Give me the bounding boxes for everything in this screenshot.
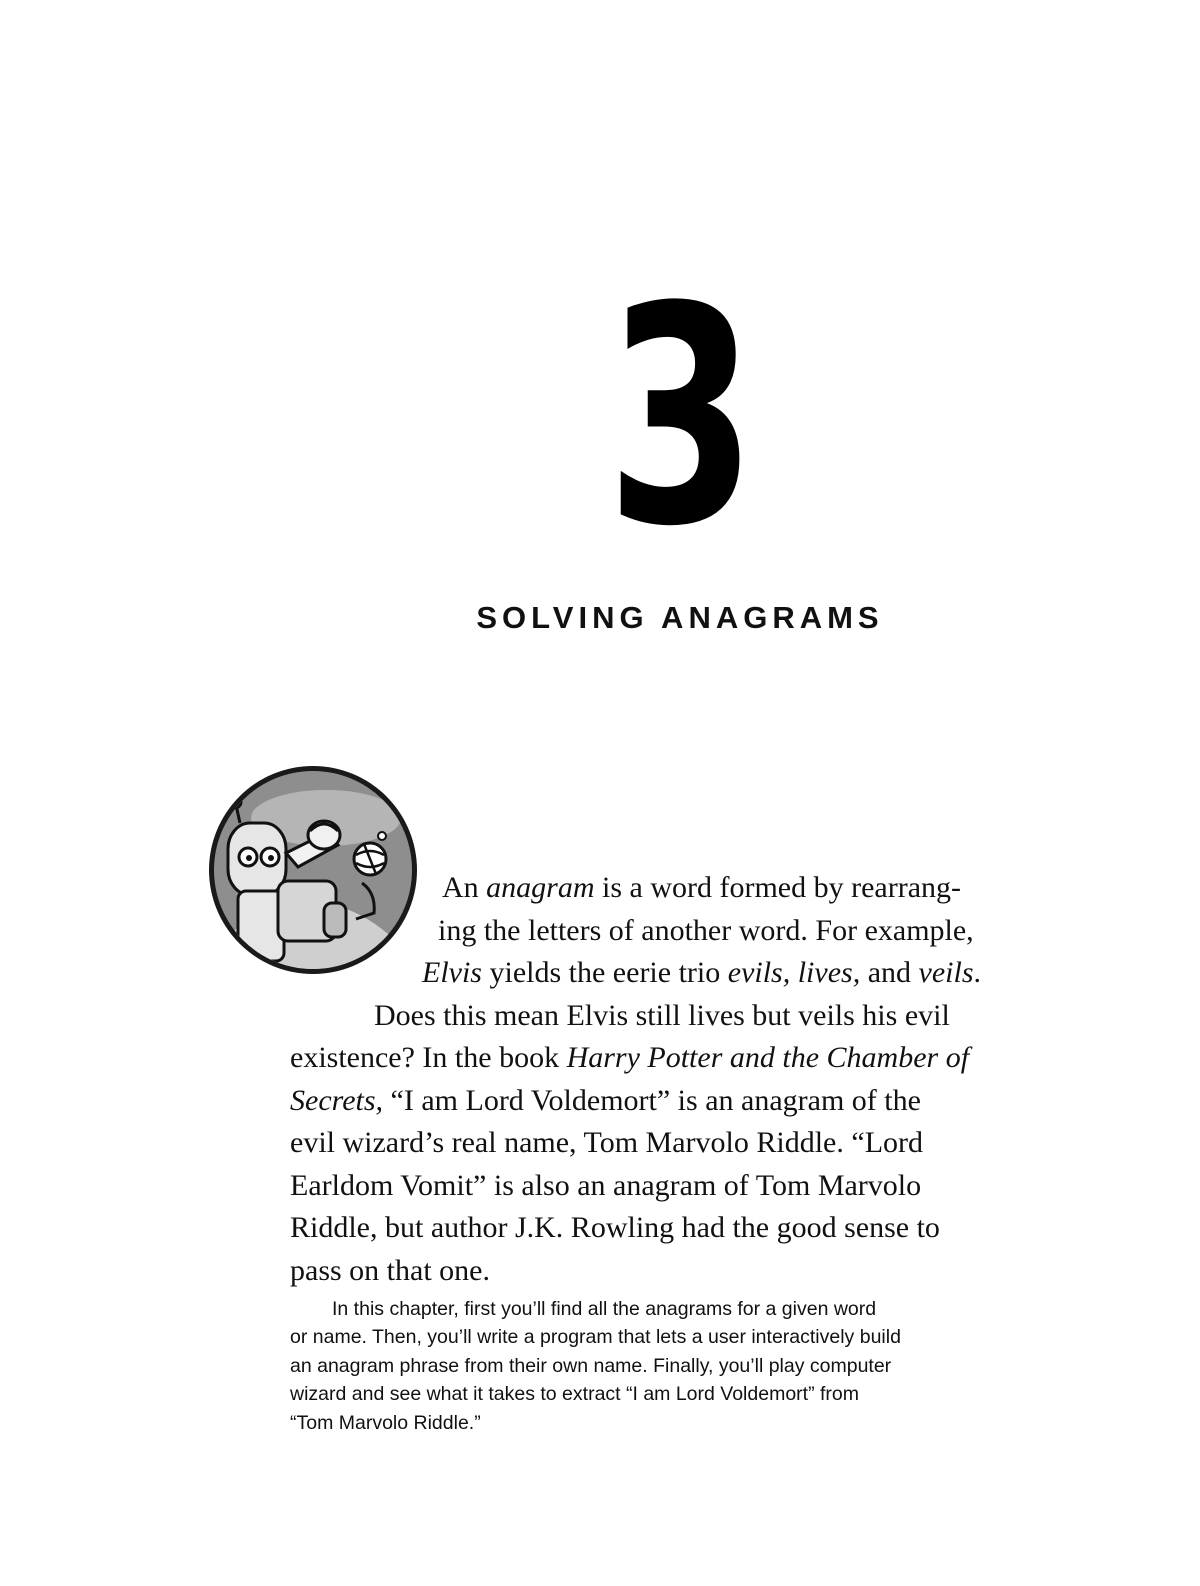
chapter-title: SOLVING ANAGRAMS <box>476 600 884 635</box>
lead-line-2: ing the letters of another word. For example, <box>438 913 974 947</box>
lead-paragraph <box>290 867 1070 1292</box>
lead-line-5: existence? In the book Harry Potter and the Chamber of <box>290 1041 970 1074</box>
body-line: “Tom Marvolo Riddle.” <box>290 1411 481 1434</box>
body-paragraph <box>290 1295 1050 1437</box>
lead-line-10: pass on that one. <box>290 1253 490 1287</box>
lead-line-4: Does this mean Elvis still lives but veils his evil <box>374 998 950 1032</box>
body-line: In this chapter, first you’ll find all the anagrams for a given word <box>332 1298 877 1320</box>
lead-line-3: Elvis yields the eerie trio evils, lives, and veils. <box>422 956 982 989</box>
lead-line-8: Earldom Vomit” is also an anagram of Tom Marvolo <box>290 1168 922 1202</box>
chapter-number: 3 <box>606 243 754 592</box>
body-line: wizard and see what it takes to extract “I am Lord Voldemort” from <box>290 1383 859 1406</box>
body-line: an anagram phrase from their own name. Finally, you’ll play computer <box>290 1354 892 1377</box>
lead-line-1: An anagram is a word formed by rearrang- <box>442 871 962 904</box>
body-line: or name. Then, you’ll write a program that lets a user interactively build <box>290 1326 901 1349</box>
lead-line-6: Secrets, “I am Lord Voldemort” is an anagram of the <box>290 1083 921 1117</box>
lead-line-9: Riddle, but author J.K. Rowling had the good sense to <box>290 1211 940 1244</box>
lead-line-7: evil wizard’s real name, Tom Marvolo Riddle. “Lord <box>290 1126 924 1159</box>
